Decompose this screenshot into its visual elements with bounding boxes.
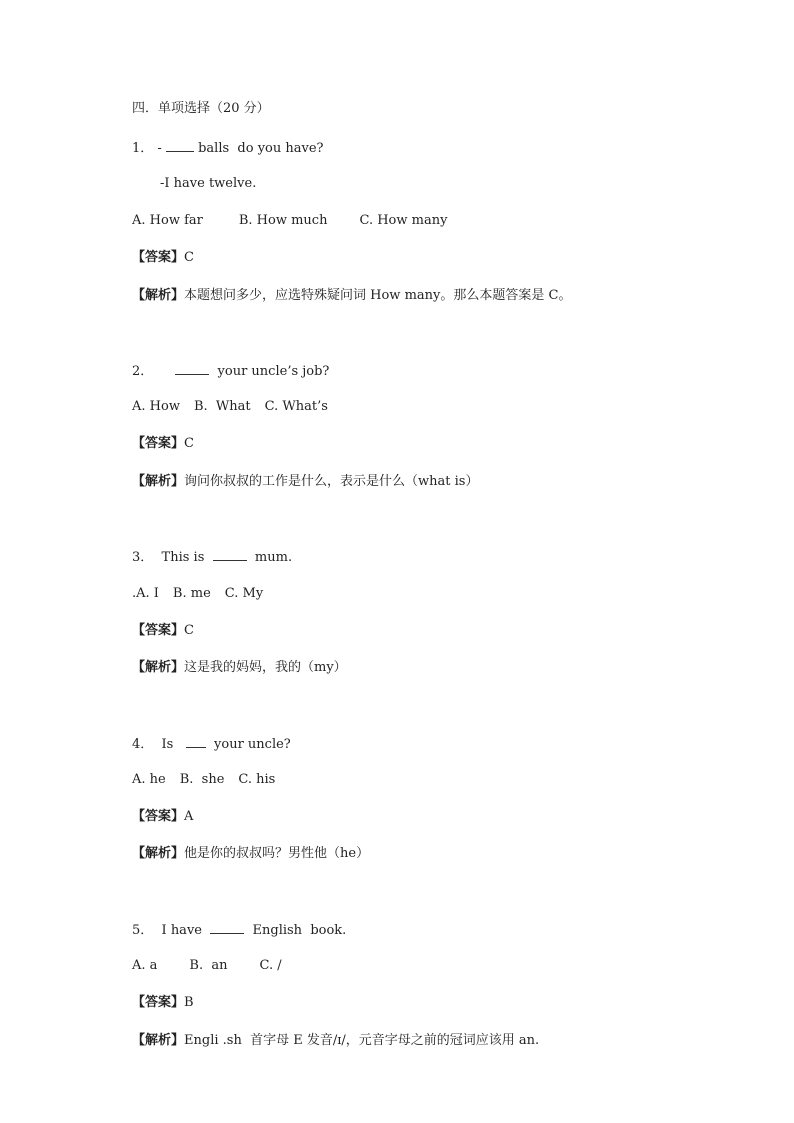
question-1-reply: -I have twelve.: [160, 176, 257, 191]
answer-label: 【答案】: [132, 436, 185, 451]
analysis-label: 【解析】: [132, 288, 185, 303]
option-c: C. How many: [359, 213, 448, 228]
section-title: 四．单项选择（20 分）: [132, 101, 270, 116]
analysis-text: 询问你叔叔的工作是什么，表示是什么（what is）: [184, 474, 479, 489]
question-5-analysis: [132, 1033, 539, 1049]
question-3-answer: [132, 623, 194, 639]
question-2-options: [132, 399, 328, 415]
question-4-answer: [132, 809, 193, 825]
answer-label: 【答案】: [132, 995, 185, 1010]
answer-label: 【答案】: [132, 809, 185, 824]
option-b: B. How much: [238, 213, 328, 228]
answer-blank: [210, 921, 244, 934]
question-number: 1．: [132, 141, 154, 156]
option-a: A. How far: [132, 213, 203, 228]
analysis-label: 【解析】: [132, 474, 185, 489]
option-a: A. a: [132, 958, 158, 973]
analysis-text: 这是我的妈妈，我的（my）: [184, 660, 347, 675]
answer-value: C: [184, 623, 194, 638]
option-c: C. My: [224, 586, 264, 601]
question-number: 2．: [132, 364, 154, 379]
option-b: B. she: [179, 772, 225, 787]
answer-blank: [175, 362, 209, 375]
question-3-stem: 3． This is mum.: [132, 550, 293, 565]
option-a: A. he: [132, 772, 166, 787]
option-a: .A. I: [132, 586, 159, 601]
question-3-options: [132, 586, 263, 602]
option-c: C. his: [238, 772, 276, 787]
answer-value: C: [184, 436, 194, 451]
question-5-options: [132, 958, 282, 974]
question-number: 3．: [132, 550, 154, 565]
question-2-stem: 2． your uncle’s job?: [132, 364, 330, 379]
option-a: A. How: [132, 399, 180, 414]
analysis-label: 【解析】: [132, 660, 185, 675]
answer-value: C: [184, 250, 194, 265]
answer-value: B: [184, 995, 194, 1010]
question-2-analysis: [132, 474, 478, 490]
question-number: 5．: [132, 923, 154, 938]
option-b: B. me: [172, 586, 211, 601]
question-5-answer: [132, 995, 194, 1011]
question-4-options: [132, 772, 275, 788]
analysis-text: Engli .sh 首字母 E 发音/ɪ/，元音字母之前的冠词应该用 an.: [184, 1033, 540, 1048]
analysis-label: 【解析】: [132, 1033, 185, 1048]
option-c: C. What’s: [264, 399, 328, 414]
question-1-options: [132, 213, 447, 229]
option-b: B. an: [189, 958, 228, 973]
option-b: B. What: [193, 399, 251, 414]
analysis-label: 【解析】: [132, 846, 185, 861]
answer-value: A: [184, 809, 194, 824]
question-4-stem: 4． Is your uncle?: [132, 737, 291, 752]
question-number: 4．: [132, 737, 154, 752]
question-4-analysis: [132, 846, 369, 862]
answer-blank: [186, 735, 206, 748]
question-5-stem: 5． I have English book.: [132, 923, 347, 938]
question-1-analysis: [132, 288, 571, 304]
analysis-text: 本题想问多少，应选特殊疑问词 How many。那么本题答案是 C。: [184, 288, 572, 303]
answer-label: 【答案】: [132, 623, 185, 638]
answer-blank: [166, 139, 194, 152]
analysis-text: 他是你的叔叔吗？男性他（he）: [184, 846, 370, 861]
question-1-stem: 1． - balls do you have?: [132, 141, 324, 156]
question-2-answer: [132, 436, 194, 452]
option-c: C. /: [259, 958, 282, 973]
question-1-answer: [132, 250, 194, 266]
question-3-analysis: [132, 660, 347, 676]
answer-blank: [213, 548, 247, 561]
answer-label: 【答案】: [132, 250, 185, 265]
